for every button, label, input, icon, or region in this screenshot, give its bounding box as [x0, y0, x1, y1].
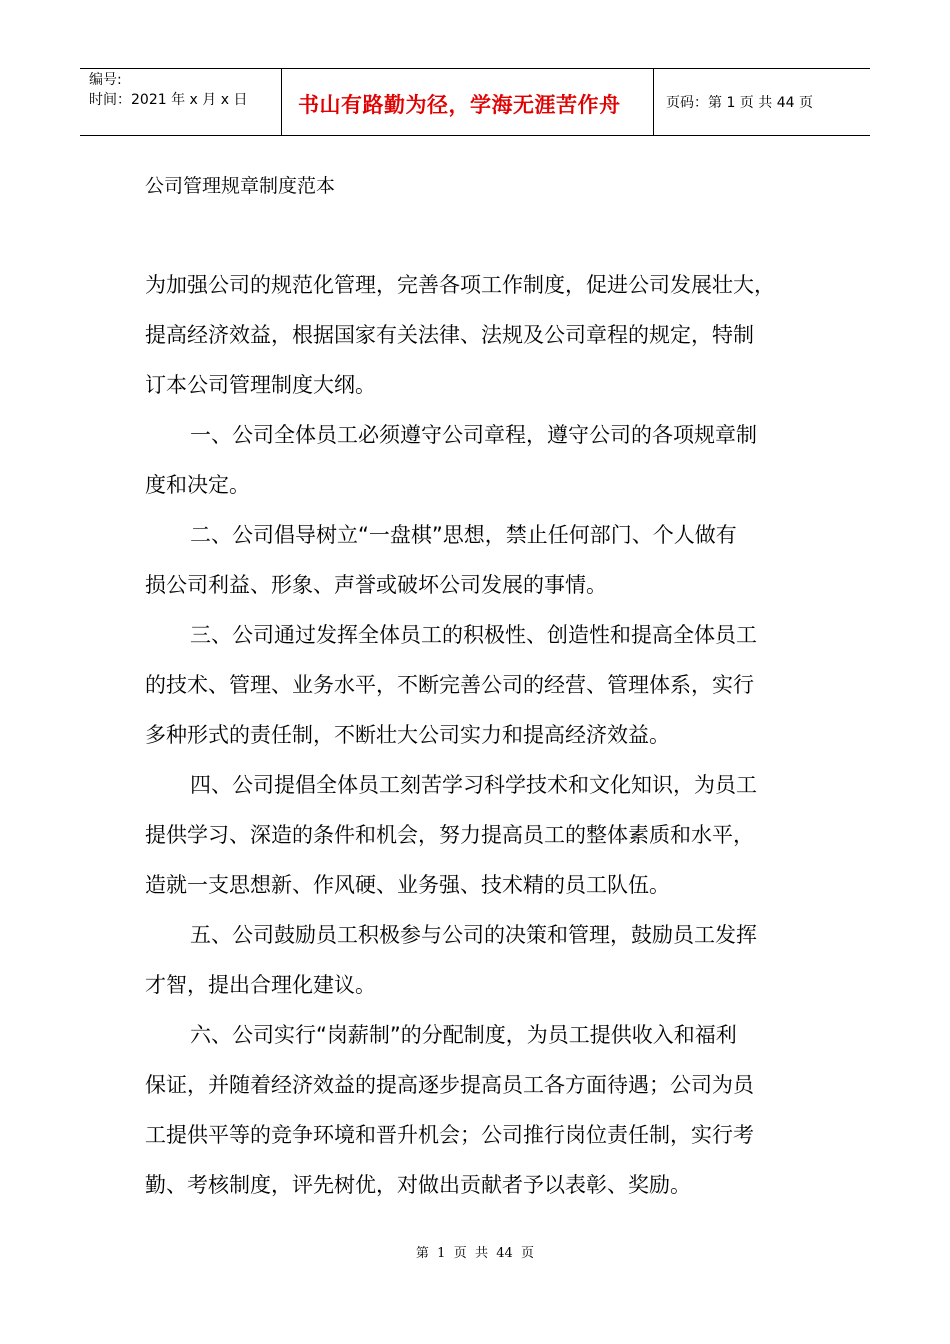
header-page-cell [654, 69, 870, 135]
document-number-label: 编号: [89, 72, 122, 88]
paragraph-line: 一、公司全体员工必须遵守公司章程，遵守公司的各项规章制 [190, 423, 757, 447]
paragraph-line: 度和决定。 [145, 473, 250, 497]
paragraph-item-3 [145, 614, 815, 764]
paragraph-line: 多种形式的责任制，不断壮大公司实力和提高经济效益。 [145, 723, 670, 747]
paragraph-line: 为加强公司的规范化管理，完善各项工作制度，促进公司发展壮大， [145, 273, 775, 297]
paragraph-item-6 [145, 1014, 815, 1214]
paragraph-item-1 [145, 414, 815, 514]
paragraph-line: 三、公司通过发挥全体员工的积极性、创造性和提高全体员工 [190, 623, 757, 647]
paragraph-line: 五、公司鼓励员工积极参与公司的决策和管理，鼓励员工发挥 [190, 923, 757, 947]
paragraph-item-5 [145, 914, 815, 1014]
paragraph-line: 四、公司提倡全体员工刻苦学习科学技术和文化知识，为员工 [190, 773, 757, 797]
paragraph-line: 六、公司实行“岗薪制”的分配制度，为员工提供收入和福利 [190, 1023, 737, 1047]
header-page-info: 页码：第 1 页 共 44 页 [666, 95, 813, 111]
header-motto-cell [282, 69, 654, 135]
paragraph-line: 造就一支思想新、作风硬、业务强、技术精的员工队伍。 [145, 873, 670, 897]
paragraph-line: 二、公司倡导树立“一盘棋”思想，禁止任何部门、个人做有 [190, 523, 737, 547]
paragraph-line: 工提供平等的竞争环境和晋升机会；公司推行岗位责任制，实行考 [145, 1123, 754, 1147]
paragraph-intro [145, 264, 815, 414]
document-body [145, 264, 815, 1214]
paragraph-line: 的技术、管理、业务水平，不断完善公司的经营、管理体系，实行 [145, 673, 754, 697]
paragraph-line: 提供学习、深造的条件和机会，努力提高员工的整体素质和水平， [145, 823, 754, 847]
paragraph-line: 订本公司管理制度大纲。 [145, 373, 376, 397]
paragraph-item-4 [145, 764, 815, 914]
document-date-label: 时间：2021 年 x 月 x 日 [89, 92, 248, 108]
paragraph-line: 提高经济效益，根据国家有关法律、法规及公司章程的规定，特制 [145, 323, 754, 347]
page-footer: 第 1 页 共 44 页 [415, 1246, 535, 1261]
header-motto: 书山有路勤为径，学海无涯苦作舟 [298, 93, 621, 117]
paragraph-line: 保证，并随着经济效益的提高逐步提高员工各方面待遇；公司为员 [145, 1073, 754, 1097]
document-title: 公司管理规章制度范本 [145, 175, 336, 197]
paragraph-line: 损公司利益、形象、声誉或破坏公司发展的事情。 [145, 573, 607, 597]
document-header [80, 68, 870, 136]
paragraph-line: 勤、考核制度，评先树优，对做出贡献者予以表彰、奖励。 [145, 1173, 691, 1197]
header-meta-cell [80, 69, 282, 135]
paragraph-item-2 [145, 514, 815, 614]
paragraph-line: 才智，提出合理化建议。 [145, 973, 376, 997]
